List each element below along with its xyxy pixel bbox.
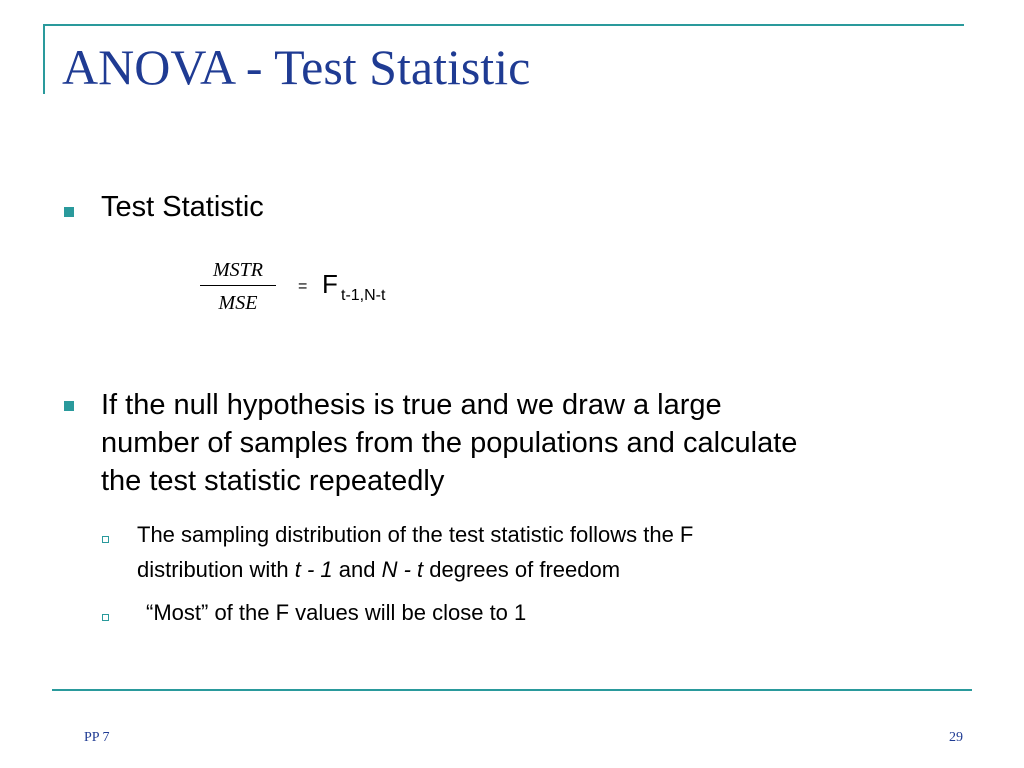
- bullet-null-hypothesis-line2: number of samples from the populations and calculate: [101, 427, 798, 459]
- bullet-null-hypothesis-line1: If the null hypothesis is true and we draw a large: [101, 389, 722, 421]
- formula-equals: =: [298, 278, 308, 295]
- text-italic-n-minus-t: N - t: [381, 557, 424, 582]
- bullet-null-hypothesis-line3: the test statistic repeatedly: [101, 465, 445, 497]
- bullet-test-statistic: Test Statistic: [101, 191, 264, 223]
- frame-top-line: [43, 24, 964, 26]
- formula-denominator: MSE: [218, 292, 258, 314]
- page-number: 29: [949, 730, 963, 745]
- formula-fraction: [200, 257, 276, 316]
- sub-bullet-sampling-line1: The sampling distribution of the test statistic follows the F: [137, 522, 694, 547]
- formula-f: F: [322, 269, 338, 299]
- fraction-bar: [200, 285, 276, 286]
- footer-label: PP 7: [84, 730, 110, 745]
- text-segment: degrees of freedom: [423, 557, 621, 582]
- bullet-marker: [64, 401, 74, 411]
- bullet-marker: [64, 207, 74, 217]
- sub-bullet-marker: [102, 614, 109, 621]
- text-segment: distribution with: [137, 557, 295, 582]
- formula-numerator: MSTR: [213, 259, 263, 281]
- sub-bullet-marker: [102, 536, 109, 543]
- footer-divider: [52, 689, 972, 691]
- sub-bullet-sampling-line2: [137, 553, 620, 587]
- sub-bullet-most-f-values: “Most” of the F values will be close to 1: [146, 600, 527, 625]
- text-italic-t-minus-1: t - 1: [294, 557, 333, 582]
- slide-title: ANOVA - Test Statistic: [62, 39, 531, 95]
- formula-subscript: t-1,N-t: [341, 287, 386, 304]
- frame-left-line: [43, 24, 45, 94]
- text-segment: and: [332, 557, 382, 582]
